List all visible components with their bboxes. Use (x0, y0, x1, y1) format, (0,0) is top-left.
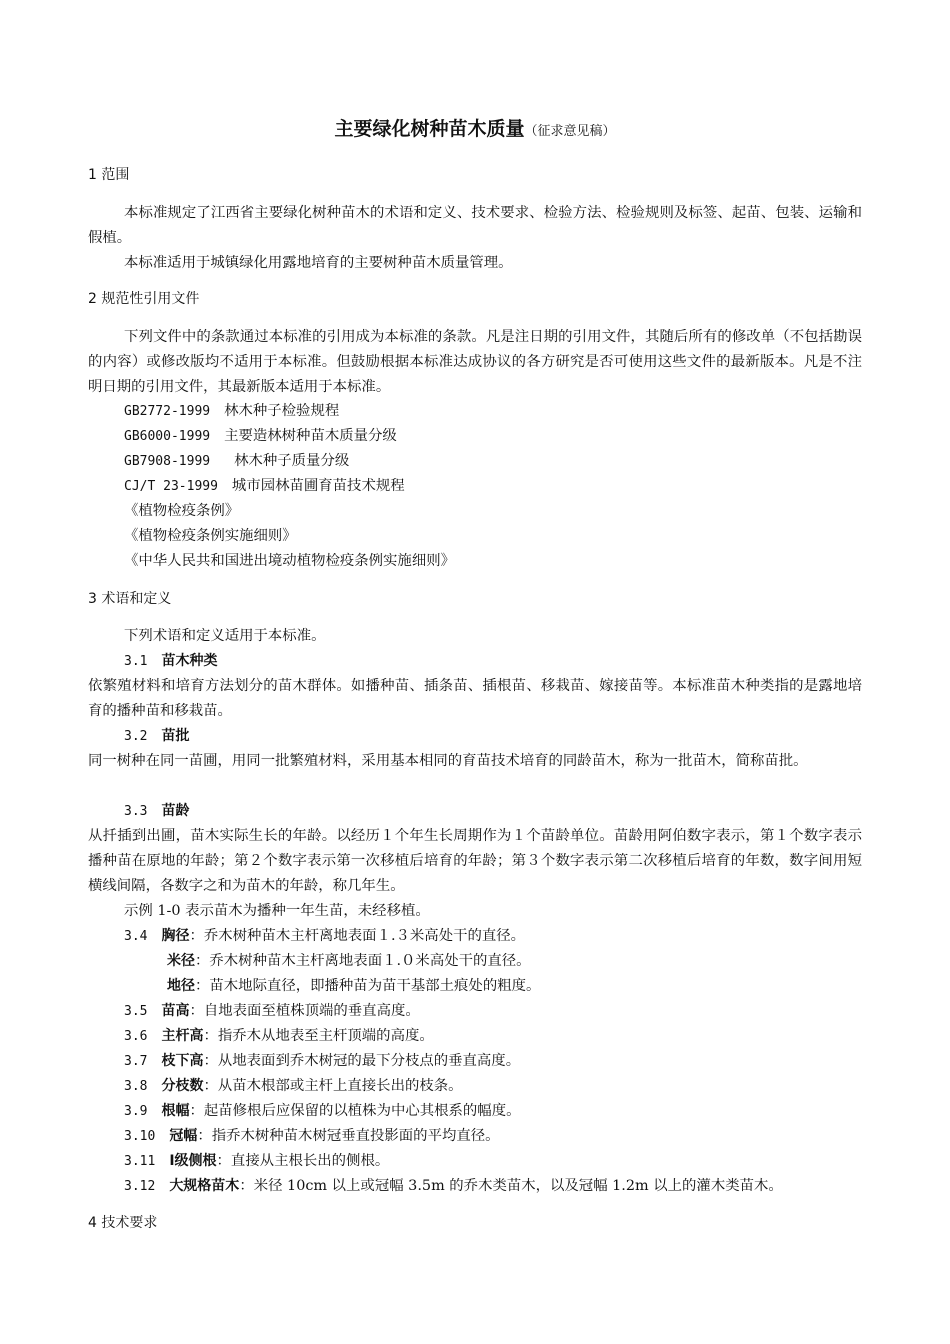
term-3-11 (124, 1149, 389, 1174)
term-text: ：从苗木根部或主杆上直接长出的枝条。 (203, 1078, 463, 1094)
term-text: ：苗木地际直径，即播种苗为苗干基部土痕处的粗度。 (195, 978, 541, 994)
term-3-4 (124, 924, 525, 949)
term-text: ：米径 10cm 以上或冠幅 3.5m 的乔木类苗木，以及冠幅 1.2m 以上的灌木类苗木。 (239, 1178, 783, 1194)
title-text: 主要绿化树种苗木质量 (334, 118, 525, 140)
term-number: 3.11 (124, 1154, 156, 1169)
term-number: 3.5 (124, 1004, 148, 1019)
section-2-heading: 2 规范性引用文件 (88, 291, 200, 307)
term-3-3-example: 示例 1-0 表示苗木为播种一年生苗，未经移植。 (124, 903, 430, 919)
reference-code: CJ/T 23-1999 (124, 479, 218, 494)
term-3-8 (124, 1074, 463, 1099)
term-name: 苗批 (161, 728, 190, 744)
term-number: 3.7 (124, 1054, 148, 1069)
term-3-10 (124, 1124, 500, 1149)
section-1-heading: 1 范围 (88, 167, 130, 183)
term-text: ：乔木树种苗木主杆离地表面１.０米高处干的直径。 (195, 953, 531, 969)
term-text: ：指乔木从地表至主杆顶端的高度。 (203, 1028, 434, 1044)
term-3-4-b (167, 949, 531, 974)
term-number: 3.3 (124, 804, 148, 819)
term-3-5 (124, 999, 420, 1024)
term-name: Ⅰ级侧根 (169, 1153, 217, 1169)
document-title (0, 116, 950, 145)
reference-item (124, 449, 349, 474)
section-3-intro: 下列术语和定义适用于本标准。 (124, 628, 326, 644)
term-3-7 (124, 1049, 520, 1074)
reference-name: 主要造林树种苗木质量分级 (224, 428, 397, 444)
reference-book: 《植物检疫条例实施细则》 (124, 528, 297, 544)
term-number: 3.4 (124, 929, 148, 944)
term-name: 大规格苗木 (169, 1178, 240, 1194)
term-number: 3.10 (124, 1129, 156, 1144)
section-1-paragraph-1: 本标准规定了江西省主要绿化树种苗木的术语和定义、技术要求、检验方法、检验规则及标签、起苗、包装、运输和假植。 (88, 205, 862, 246)
term-name: 胸径 (161, 928, 190, 944)
term-name: 枝下高 (161, 1053, 204, 1069)
term-text: ：乔木树种苗木主杆离地表面１.３米高处干的直径。 (189, 928, 526, 944)
term-3-3-text: 从扦插到出圃，苗木实际生长的年龄。以经历１个年生长周期作为１个苗龄单位。苗龄用阿伯数字表示，第１个数字表示播种苗在原地的年龄；第２个数字表示第一次移植后培育的年龄；第３个数字表示第二次移植后培育的年数，数字间用短横线间隔，各数字之和为苗木的年龄，称几年生。 (88, 828, 862, 894)
term-3-4-c (167, 974, 540, 999)
term-3-1-heading (124, 649, 217, 674)
term-name: 分枝数 (161, 1078, 204, 1094)
reference-name: 林木种子检验规程 (224, 403, 340, 419)
section-2-paragraph: 下列文件中的条款通过本标准的引用成为本标准的条款。凡是注日期的引用文件，其随后所有的修改单（不包括勘误的内容）或修改版均不适用于本标准。但鼓励根据本标准达成协议的各方研究是否可使用这些文件的最新版本。凡是不注明日期的引用文件，其最新版本适用于本标准。 (88, 329, 862, 395)
term-text: ：直接从主根长出的侧根。 (216, 1153, 390, 1169)
term-name: 米径 (167, 953, 195, 969)
term-name: 苗高 (161, 1003, 190, 1019)
term-name: 苗龄 (161, 803, 190, 819)
term-name: 根幅 (161, 1103, 190, 1119)
term-number: 3.6 (124, 1029, 148, 1044)
reference-code: GB2772-1999 (124, 404, 211, 419)
term-number: 3.1 (124, 654, 148, 669)
term-number: 3.8 (124, 1079, 148, 1094)
section-3-heading: 3 术语和定义 (88, 591, 172, 607)
term-3-3-heading (124, 799, 189, 824)
term-number: 3.2 (124, 729, 148, 744)
term-text: ：起苗修根后应保留的以植株为中心其根系的幅度。 (189, 1103, 521, 1119)
term-3-2-heading (124, 724, 189, 749)
term-3-2-text: 同一树种在同一苗圃，用同一批繁殖材料，采用基本相同的育苗技术培育的同龄苗木，称为一批苗木，简称苗批。 (88, 753, 808, 769)
term-3-1-text: 依繁殖材料和培育方法划分的苗木群体。如播种苗、插条苗、插根苗、移栽苗、嫁接苗等。本标准苗木种类指的是露地培育的播种苗和移栽苗。 (88, 678, 862, 719)
reference-item (124, 474, 405, 499)
reference-code: GB6000-1999 (124, 429, 211, 444)
term-3-12 (124, 1174, 783, 1199)
term-text: ：从地表面到乔木树冠的最下分枝点的垂直高度。 (203, 1053, 521, 1069)
term-name: 地径 (167, 978, 195, 994)
term-number: 3.12 (124, 1179, 156, 1194)
term-text: ：指乔木树种苗木树冠垂直投影面的平均直径。 (197, 1128, 500, 1144)
reference-name: 城市园林苗圃育苗技术规程 (231, 478, 405, 494)
term-name: 冠幅 (169, 1128, 198, 1144)
reference-code: GB7908-1999 (124, 454, 211, 469)
reference-name: 林木种子质量分级 (234, 453, 350, 469)
section-1-paragraph-2: 本标准适用于城镇绿化用露地培育的主要树种苗木质量管理。 (124, 255, 513, 271)
reference-item (124, 424, 397, 449)
term-text: ：自地表面至植株顶端的垂直高度。 (189, 1003, 420, 1019)
term-name: 主杆高 (161, 1028, 204, 1044)
term-3-6 (124, 1024, 434, 1049)
reference-item (124, 399, 339, 424)
term-number: 3.9 (124, 1104, 148, 1119)
reference-book: 《植物检疫条例》 (124, 503, 240, 519)
term-3-9 (124, 1099, 520, 1124)
reference-book: 《中华人民共和国进出境动植物检疫条例实施细则》 (124, 553, 455, 569)
section-4-heading: 4 技术要求 (88, 1215, 158, 1231)
title-subtitle: （征求意见稿） (524, 124, 616, 139)
term-name: 苗木种类 (161, 653, 218, 669)
